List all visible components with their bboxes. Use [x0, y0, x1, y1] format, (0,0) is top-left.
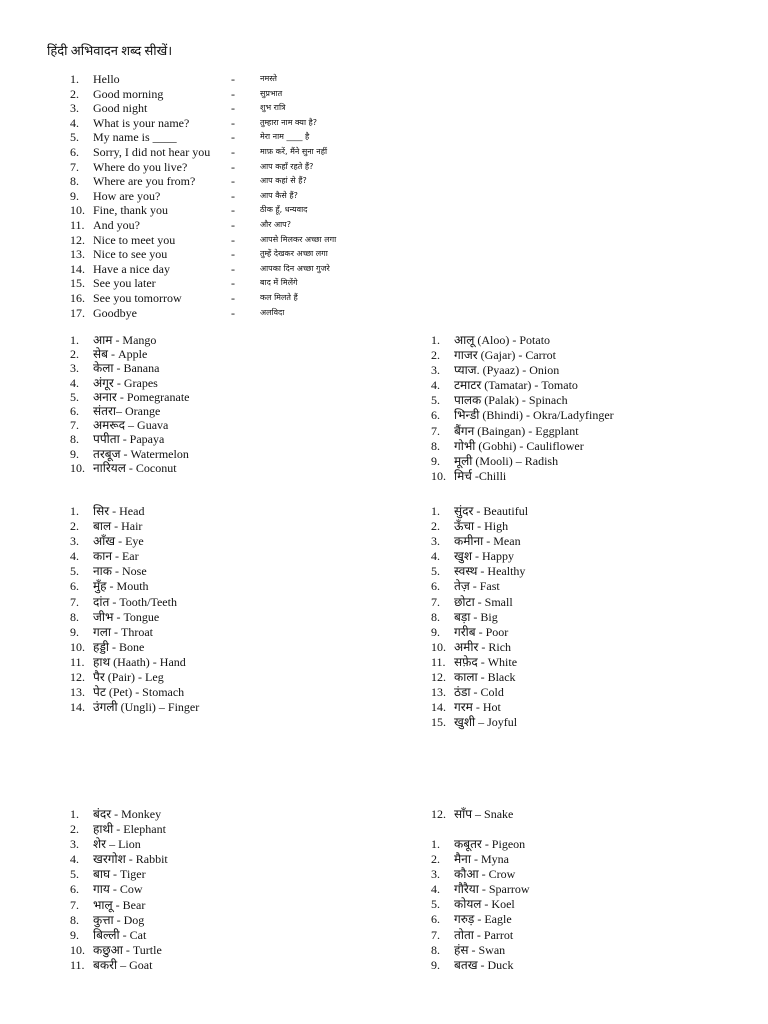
- item-number: 13.: [431, 685, 446, 700]
- vocab-text: सिर - Head: [93, 504, 145, 518]
- vocab-text: बड़ा - Big: [454, 609, 498, 624]
- english-phrase: My name is ____: [93, 130, 177, 145]
- item-number: 1.: [431, 837, 440, 851]
- item-number: 5.: [431, 897, 440, 912]
- hindi-phrase: आपका दिन अच्छा गुजरे: [260, 263, 330, 273]
- item-number: 16.: [70, 290, 85, 305]
- item-number: 3.: [70, 534, 79, 549]
- item-number: 3.: [70, 101, 79, 116]
- hindi-phrase: माफ़ करें, मैंने सुना नहीं: [260, 146, 328, 156]
- item-number: 6.: [431, 408, 440, 423]
- hindi-phrase: कल मिलते हैं: [260, 292, 298, 302]
- vocab-text: बकरी – Goat: [93, 957, 153, 972]
- vocab-text: तरबूज - Watermelon: [93, 446, 189, 461]
- item-number: 2.: [431, 348, 440, 363]
- vocab-text: कौआ - Crow: [454, 867, 516, 882]
- item-number: 8.: [431, 942, 440, 957]
- hindi-phrase: ठीक हूँ, धन्यवाद: [260, 205, 308, 215]
- item-number: 11.: [70, 957, 85, 972]
- vocab-text: पैर (Pair) - Leg: [93, 670, 164, 685]
- item-number: 1.: [70, 333, 79, 347]
- item-number: 5.: [70, 867, 79, 882]
- vocab-text: पालक (Palak) - Spinach: [454, 393, 568, 408]
- vocab-text: कबूतर - Pigeon: [454, 837, 526, 851]
- item-number: 10.: [431, 639, 446, 654]
- item-number: 1.: [431, 333, 440, 347]
- english-phrase: Good night: [93, 101, 148, 116]
- vocab-text: मूली (Mooli) – Radish: [454, 453, 559, 468]
- item-number: 6.: [431, 579, 440, 594]
- vocab-text: हाथ (Haath) - Hand: [93, 654, 186, 669]
- vocab-text: ठंडा - Cold: [454, 685, 504, 700]
- item-number: 9.: [70, 188, 79, 203]
- vocab-text: साँप – Snake: [454, 807, 514, 821]
- item-number: 7.: [70, 897, 79, 912]
- vocab-text: टमाटर (Tamatar) - Tomato: [454, 378, 578, 393]
- vocab-text: गाय - Cow: [93, 882, 143, 897]
- item-number: 7.: [70, 594, 79, 609]
- item-number: 5.: [431, 564, 440, 579]
- item-number: 4.: [70, 852, 79, 867]
- separator-dash: -: [231, 217, 235, 232]
- english-phrase: Where are you from?: [93, 174, 196, 189]
- item-number: 13.: [70, 247, 85, 262]
- item-number: 4.: [70, 549, 79, 564]
- page-title: हिंदी अभिवादन शब्द सीखें।: [47, 43, 173, 58]
- item-number: 5.: [70, 564, 79, 579]
- item-number: 6.: [70, 882, 79, 897]
- item-number: 14.: [431, 700, 446, 715]
- item-number: 10.: [431, 468, 446, 483]
- hindi-phrase: बाद में मिलेंगे: [260, 278, 298, 288]
- item-number: 4.: [70, 115, 79, 130]
- item-number: 12.: [70, 670, 85, 685]
- vocab-text: गोभी (Gobhi) - Cauliflower: [454, 438, 584, 453]
- vocab-text: तेज़ - Fast: [454, 579, 500, 594]
- item-number: 8.: [431, 609, 440, 624]
- item-number: 2.: [70, 86, 79, 101]
- separator-dash: -: [231, 188, 235, 203]
- vocab-text: बिल्ली - Cat: [93, 927, 147, 942]
- item-number: 10.: [70, 639, 85, 654]
- item-number: 10.: [70, 203, 85, 218]
- separator-dash: -: [231, 232, 235, 247]
- item-number: 13.: [70, 685, 85, 700]
- item-number: 9.: [70, 446, 79, 461]
- vocab-text: अमरूद – Guava: [93, 418, 169, 433]
- vocab-text: भिन्डी (Bhindi) - Okra/Ladyfinger: [454, 408, 614, 423]
- vocab-text: बंदर - Monkey: [93, 807, 162, 821]
- vocab-text: शेर – Lion: [93, 837, 141, 852]
- vocab-text: खुश - Happy: [454, 549, 514, 564]
- item-number: 1.: [70, 504, 79, 518]
- vocab-text: नाक - Nose: [93, 564, 147, 579]
- english-phrase: Nice to see you: [93, 247, 168, 262]
- vocab-text: उंगली (Ungli) – Finger: [93, 700, 200, 715]
- vocab-text: गरीब - Poor: [454, 624, 509, 639]
- item-number: 6.: [70, 403, 79, 418]
- item-number: 3.: [70, 361, 79, 376]
- vocab-text: संतरा– Orange: [93, 403, 161, 418]
- vocab-text: केला - Banana: [93, 361, 160, 376]
- vocab-text: कछुआ - Turtle: [93, 942, 162, 957]
- vocab-text: हंस - Swan: [454, 942, 506, 957]
- vocab-text: छोटा - Small: [454, 594, 513, 609]
- item-number: 2.: [70, 822, 79, 837]
- item-number: 9.: [70, 624, 79, 639]
- vocab-text: कान - Ear: [93, 549, 139, 564]
- english-phrase: See you later: [93, 276, 156, 291]
- vocab-text: दांत - Tooth/Teeth: [93, 594, 177, 609]
- separator-dash: -: [231, 159, 235, 174]
- english-phrase: Sorry, I did not hear you: [93, 144, 211, 159]
- vocab-text: अमीर - Rich: [454, 639, 512, 654]
- vocab-text: कुत्ता - Dog: [93, 912, 145, 927]
- item-number: 9.: [431, 624, 440, 639]
- item-number: 15.: [70, 276, 85, 291]
- vocab-text: सफ़ेद - White: [454, 654, 518, 669]
- item-number: 11.: [70, 217, 85, 232]
- hindi-phrase: सुप्रभात: [260, 88, 283, 98]
- vocab-text: अनार - Pomegranate: [93, 389, 190, 404]
- item-number: 14.: [70, 700, 85, 715]
- vocab-text: आँख - Eye: [93, 534, 144, 549]
- separator-dash: -: [231, 247, 235, 262]
- item-number: 11.: [431, 654, 446, 669]
- english-phrase: Have a nice day: [93, 261, 170, 276]
- vocab-text: खरगोश - Rabbit: [93, 852, 168, 867]
- vocab-text: प्याज. (Pyaaz) - Onion: [454, 363, 560, 378]
- vocab-text: मुँह - Mouth: [93, 579, 149, 594]
- separator-dash: -: [231, 72, 235, 86]
- separator-dash: -: [231, 174, 235, 189]
- hindi-phrase: और आप?: [260, 219, 291, 229]
- item-number: 8.: [70, 912, 79, 927]
- item-number: 7.: [70, 418, 79, 433]
- vocab-text: गला - Throat: [93, 624, 153, 639]
- hindi-phrase: मेरा नाम ____ है: [260, 132, 310, 142]
- item-number: 5.: [70, 130, 79, 145]
- item-number: 12.: [431, 670, 446, 685]
- vocab-text: गरम - Hot: [454, 700, 501, 715]
- item-number: 8.: [70, 609, 79, 624]
- separator-dash: -: [231, 203, 235, 218]
- vocab-text: खुशी – Joyful: [454, 715, 518, 730]
- separator-dash: -: [231, 86, 235, 101]
- item-number: 9.: [431, 453, 440, 468]
- item-number: 9.: [70, 927, 79, 942]
- item-number: 7.: [70, 159, 79, 174]
- item-number: 4.: [431, 378, 440, 393]
- item-number: 2.: [70, 519, 79, 534]
- english-phrase: How are you?: [93, 188, 161, 203]
- hindi-phrase: आप कैसे हैं?: [260, 190, 298, 200]
- vocab-text: नारियल - Coconut: [93, 460, 177, 475]
- vocab-text: बाल - Hair: [93, 519, 143, 534]
- vocab-text: आलू (Aloo) - Potato: [454, 333, 551, 347]
- item-number: 6.: [70, 579, 79, 594]
- item-number: 5.: [70, 389, 79, 404]
- vocab-text: मिर्च -Chilli: [454, 468, 507, 483]
- item-number: 1.: [70, 72, 79, 86]
- vocab-text: गरुड़ - Eagle: [454, 912, 512, 927]
- item-number: 12.: [431, 807, 446, 821]
- separator-dash: -: [231, 130, 235, 145]
- item-number: 9.: [431, 957, 440, 972]
- separator-dash: -: [231, 101, 235, 116]
- item-number: 3.: [431, 534, 440, 549]
- item-number: 1.: [431, 504, 440, 518]
- english-phrase: What is your name?: [93, 115, 190, 130]
- vocab-text: सुंदर - Beautiful: [454, 504, 529, 518]
- vocab-text: बतख - Duck: [454, 957, 514, 972]
- vocab-text: ऊँचा - High: [454, 519, 509, 534]
- item-number: 11.: [70, 654, 85, 669]
- separator-dash: -: [231, 276, 235, 291]
- vocab-text: आम - Mango: [93, 333, 157, 347]
- english-phrase: Where do you live?: [93, 159, 188, 174]
- item-number: 2.: [70, 347, 79, 362]
- vocab-text: स्वस्थ - Healthy: [454, 564, 526, 579]
- item-number: 1.: [70, 807, 79, 821]
- item-number: 3.: [431, 363, 440, 378]
- item-number: 17.: [70, 305, 85, 320]
- english-phrase: Good morning: [93, 86, 164, 101]
- separator-dash: -: [231, 261, 235, 276]
- item-number: 6.: [70, 144, 79, 159]
- item-number: 5.: [431, 393, 440, 408]
- item-number: 10.: [70, 942, 85, 957]
- english-phrase: See you tomorrow: [93, 290, 182, 305]
- item-number: 4.: [431, 882, 440, 897]
- item-number: 4.: [431, 549, 440, 564]
- item-number: 14.: [70, 261, 85, 276]
- vocab-text: पेट (Pet) - Stomach: [93, 685, 185, 700]
- vocab-text: बाघ - Tiger: [93, 867, 146, 882]
- hindi-phrase: अलविदा: [260, 307, 285, 317]
- separator-dash: -: [231, 290, 235, 305]
- vocab-text: पपीता - Papaya: [93, 432, 165, 447]
- vocab-text: अंगूर - Grapes: [93, 375, 158, 390]
- item-number: 7.: [431, 927, 440, 942]
- item-number: 10.: [70, 460, 85, 475]
- item-number: 12.: [70, 232, 85, 247]
- item-number: 7.: [431, 594, 440, 609]
- vocab-text: हाथी - Elephant: [93, 822, 166, 837]
- item-number: 15.: [431, 715, 446, 730]
- hindi-phrase: आप कहां से हैं?: [260, 176, 307, 186]
- separator-dash: -: [231, 305, 235, 320]
- english-phrase: Fine, thank you: [93, 203, 168, 218]
- vocab-text: सेब - Apple: [93, 347, 148, 362]
- vocab-text: गौरैया - Sparrow: [454, 882, 530, 897]
- item-number: 7.: [431, 423, 440, 438]
- vocab-text: गाजर (Gajar) - Carrot: [454, 348, 556, 363]
- item-number: 2.: [431, 852, 440, 867]
- vocab-text: बैंगन (Baingan) - Eggplant: [454, 423, 579, 438]
- hindi-phrase: शुभ रात्रि: [260, 103, 286, 113]
- vocab-text: तोता - Parrot: [454, 927, 514, 942]
- item-number: 2.: [431, 519, 440, 534]
- item-number: 4.: [70, 375, 79, 390]
- vocab-text: भालू - Bear: [93, 897, 146, 912]
- hindi-phrase: आप कहाँ रहते हैं?: [260, 161, 314, 171]
- hindi-phrase: नमस्ते: [260, 74, 277, 83]
- item-number: 8.: [70, 174, 79, 189]
- item-number: 8.: [70, 432, 79, 447]
- vocab-text: हड्डी - Bone: [93, 639, 145, 654]
- vocab-text: जीभ - Tongue: [93, 609, 160, 624]
- vocab-text: काला - Black: [454, 670, 516, 685]
- vocab-text: मैना - Myna: [454, 852, 509, 867]
- english-phrase: And you?: [93, 217, 140, 232]
- item-number: 3.: [431, 867, 440, 882]
- item-number: 3.: [70, 837, 79, 852]
- english-phrase: Nice to meet you: [93, 232, 176, 247]
- vocab-text: कमीना - Mean: [454, 534, 521, 549]
- english-phrase: Goodbye: [93, 305, 137, 320]
- item-number: 6.: [431, 912, 440, 927]
- hindi-phrase: तुम्हारा नाम क्या है?: [260, 117, 318, 127]
- hindi-phrase: तुम्हें देखकर अच्छा लगा: [260, 249, 328, 259]
- separator-dash: -: [231, 115, 235, 130]
- vocab-text: कोयल - Koel: [454, 897, 515, 912]
- separator-dash: -: [231, 144, 235, 159]
- english-phrase: Hello: [93, 72, 120, 86]
- item-number: 8.: [431, 438, 440, 453]
- hindi-phrase: आपसे मिलकर अच्छा लगा: [260, 234, 337, 244]
